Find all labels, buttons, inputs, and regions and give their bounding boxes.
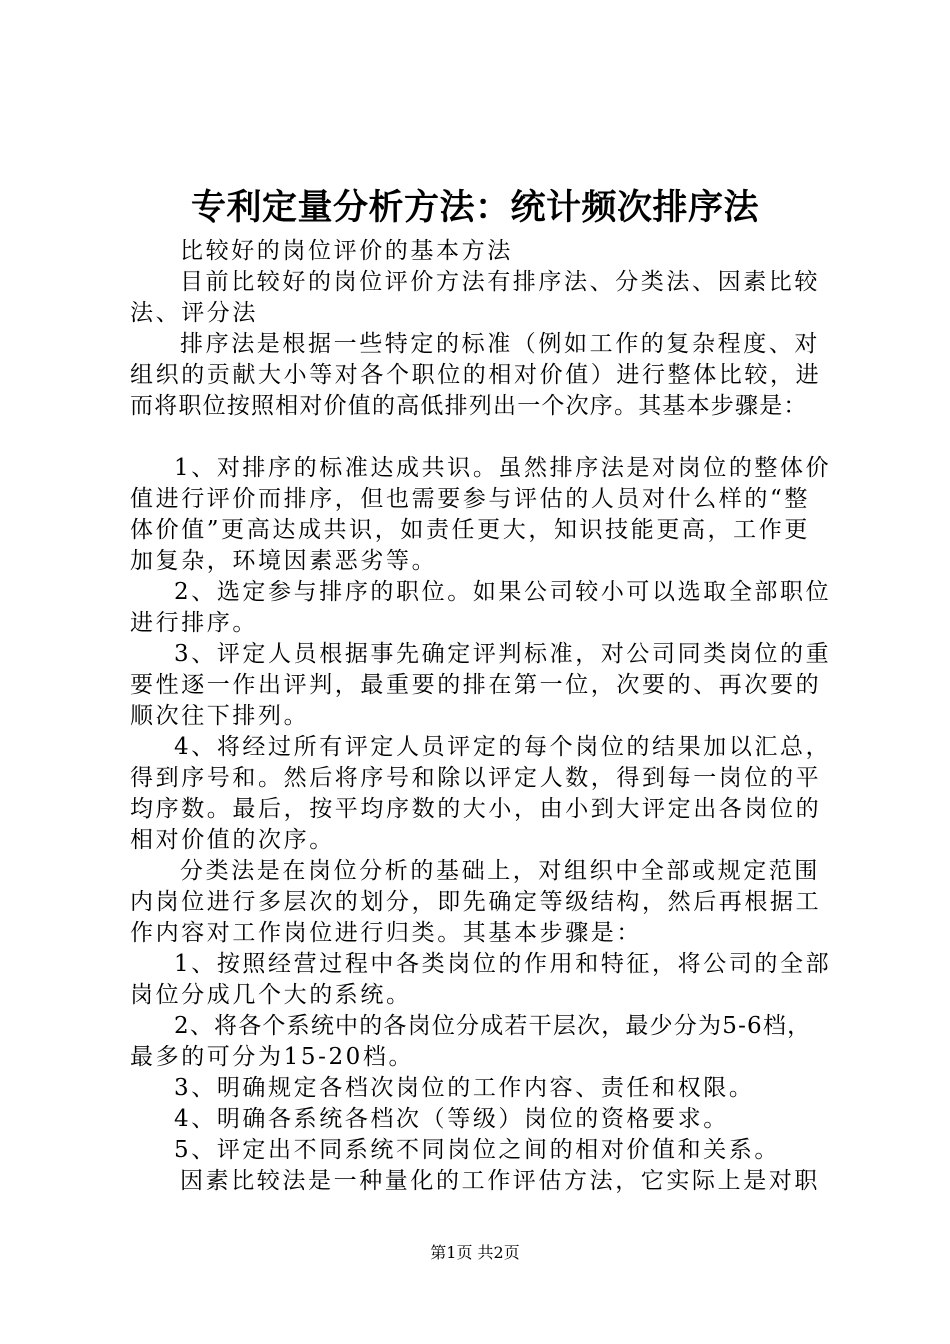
text-line: 最多的可分为15-20档。: [130, 1044, 415, 1070]
text-line: 4、明确各系统各档次（等级）岗位的资格要求。: [174, 1106, 729, 1132]
text-line: 因素比较法是一种量化的工作评估方法，它实际上是对职: [180, 1168, 820, 1194]
text-line: 顺次往下排列。: [130, 703, 310, 729]
text-line: 4、将经过所有评定人员评定的每个岗位的结果加以汇总，: [174, 734, 832, 760]
text-line: 分类法是在岗位分析的基础上，对组织中全部或规定范围: [180, 858, 820, 884]
paragraph-gap: [130, 422, 832, 453]
text-line: 2、将各个系统中的各岗位分成若干层次，最少分为5-6档，: [174, 1013, 812, 1039]
text-line: 3、明确规定各档次岗位的工作内容、责任和权限。: [174, 1075, 755, 1101]
text-line: 1、按照经营过程中各类岗位的作用和特征，将公司的全部: [174, 951, 832, 977]
text-line: 3、评定人员根据事先确定评判标准，对公司同类岗位的重: [174, 641, 832, 667]
document-body: [130, 236, 832, 1197]
text-line: 加复杂，环境因素恶劣等。: [130, 548, 438, 574]
text-line: 相对价值的次序。: [130, 827, 335, 853]
document-title: 专利定量分析方法：统计频次排序法: [190, 187, 759, 228]
text-line: 进行排序。: [130, 610, 258, 636]
text-line: 岗位分成几个大的系统。: [130, 982, 412, 1008]
text-line: 得到序号和。然后将序号和除以评定人数，得到每一岗位的平: [130, 765, 822, 791]
text-line: 而将职位按照相对价值的高低排列出一个次序。其基本步骤是：: [130, 393, 808, 419]
text-line: 排序法是根据一些特定的标准（例如工作的复杂程度、对: [180, 331, 820, 357]
text-line: 比较好的岗位评价的基本方法: [180, 238, 513, 264]
text-line: 内岗位进行多层次的划分，即先确定等级结构，然后再根据工: [130, 889, 822, 915]
text-line: 5、评定出不同系统不同岗位之间的相对价值和关系。: [174, 1137, 781, 1163]
text-line: 作内容对工作岗位进行归类。其基本步骤是：: [130, 920, 642, 946]
text-line: 体价值”更高达成共识，如责任更大，知识技能更高，工作更: [130, 517, 810, 543]
text-line: 法、评分法: [130, 300, 258, 326]
text-line: 均序数。最后，按平均序数的大小，由小到大评定出各岗位的: [130, 796, 822, 822]
text-line: 组织的贡献大小等对各个职位的相对价值）进行整体比较，进: [130, 362, 822, 388]
text-line: 要性逐一作出评判，最重要的排在第一位，次要的、再次要的: [130, 672, 822, 698]
text-line: 值进行评价而排序，但也需要参与评估的人员对什么样的“整: [130, 486, 810, 512]
text-line: 1、对排序的标准达成共识。虽然排序法是对岗位的整体价: [174, 455, 832, 481]
text-line: 2、选定参与排序的职位。如果公司较小可以选取全部职位: [174, 579, 832, 605]
text-line: 目前比较好的岗位评价方法有排序法、分类法、因素比较: [180, 269, 820, 295]
page-footer: 第1页 共2页: [430, 1243, 520, 1262]
